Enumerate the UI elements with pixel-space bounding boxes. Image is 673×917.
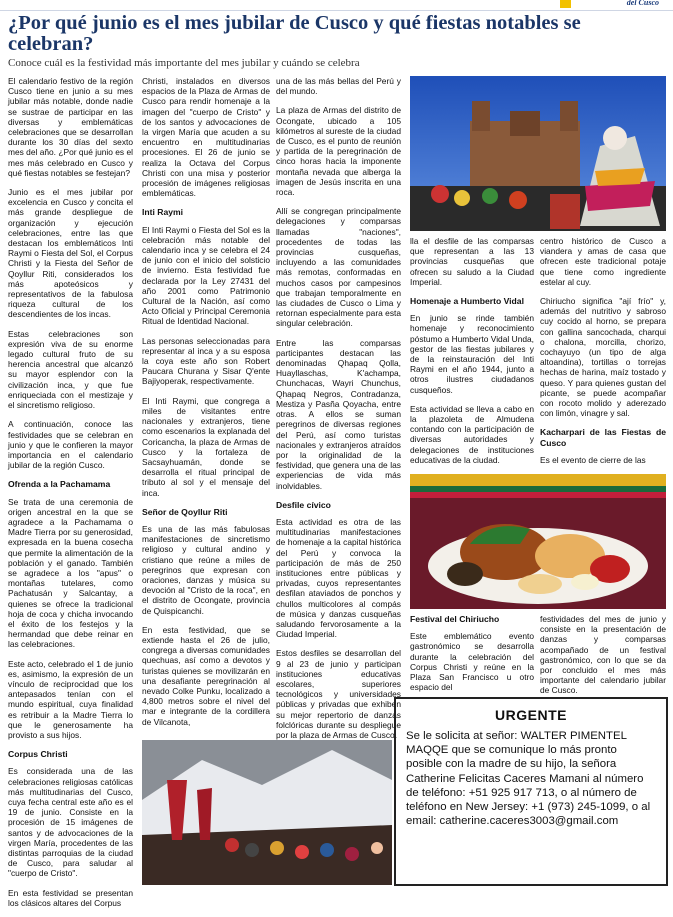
column-4-upper bbox=[410, 236, 534, 474]
column-1 bbox=[8, 76, 133, 917]
paragraph: lla el desfile de las comparsas que representan a las 13 provincias cusqueñas que ofrecen su saludo a la Ciudad Imperial. bbox=[410, 236, 534, 287]
paragraph: una de las más bellas del Perú y del mundo. bbox=[276, 76, 401, 97]
paragraph: El Inti Raymi o Fiesta del Sol es la celebración más notable del calendario inca y se celebra el 24 de junio con el inicio del solsticio de invierno. Esta festividad fue declarada por la Ley 27431 del año 2001 como Patrimonio Cultural de la Nación, así como Acto Oficial y Principal Ceremonia Ritual de Identidad Nacional. bbox=[142, 224, 270, 327]
article-title: ¿Por qué junio es el mes jubilar de Cusco y qué fiestas notables se celebran? bbox=[8, 12, 581, 55]
section-heading: Inti Raymi bbox=[142, 207, 184, 218]
paragraph: Christi, instalados en diversos espacios de la Plaza de Armas de Cusco para rendir homenaje a la imagen del "cuerpo de Cristo" y de los santos y advocaciones de la virgen María que acuden a su encuentro en multitudinarias procesiones. El 26 de junio se realiza la Octava del Corpus Christi con una misa y posterior procesión de imágenes religiosas emblemáticas. bbox=[142, 76, 270, 199]
column-4-lower bbox=[410, 614, 534, 701]
paragraph: Junio es el mes jubilar por excelencia en Cusco y concita el más grande despliegue de organización y ejecución celebraciones, entre las que destacan los emblemáticos Inti Raymi o Fiesta del Sol, el Corpus Christi y la Fiesta del Señor de Qoyllur Riti, considerados los más apoteósicos y representativos de la fabulosa riqueza cultural de los descendientes de los incas. bbox=[8, 187, 133, 320]
column-5-upper bbox=[540, 236, 666, 474]
column-2 bbox=[142, 76, 270, 736]
paragraph: En esta festividad se presentan los clásicos altares del Corpus bbox=[8, 887, 133, 908]
section-heading: Corpus Christi bbox=[8, 749, 68, 760]
paragraph: Es considerada una de las celebraciones religiosas católicas más multitudinarias del Cusco, cuya fecha central este año es el 19 de junio. Consiste en la procesión de 15 imágenes de santos y de advocaciones de la virgen María, procedentes de las distintas parroquias de la ciudad de Cusco, para saludar al "cuerpo de Cristo". bbox=[8, 766, 133, 879]
paragraph: Estos desfiles se desarrollan del 9 al 23 de junio y participan instituciones educativas escolares, superiores tecnológicos y universidades públicas y privadas que exhiben su mejor repertorio de danzas folclóricas durante su despliegue por la plaza de Armas de Cusco. bbox=[276, 648, 401, 740]
paragraph: En esta festividad, que se extiende hasta el 26 de julio, congrega a diversas comunidades quechuas, así como a devotos y turistas quienes se movilizarán en una desafiante peregrinación al nevado Colke Punku, localizado a 4,800 metros sobre el nivel del mar e integrante de la cordillera de Vilcanota, bbox=[142, 624, 270, 727]
paragraph: Entre las comparsas participantes destacan las denominadas Qhapaq Qolla, Huayllaschas, K'achampa, Chunchacas, Wayri Chunchus, Qhapaq Negros, Contradanza, Mestiza y Pasña Qoyacha, entre otras. A ellos se suman peregrinos de diversas regiones del Perú, así como turistas nacionales y extranjeros atraídos por la originalidad de la festividad, que genera una de las experiencias de vida más inolvidables. bbox=[276, 337, 401, 491]
paragraph: Estas celebraciones son expresión viva de su enorme legado cultural fruto de su herencia ancestral que alcanzó su mayor esplendor con la civilización inca, y que fue enriqueciada con el mestizaje y el sincretismo religioso. bbox=[8, 328, 133, 411]
qoyllur-riti-photo bbox=[142, 740, 392, 885]
section-heading: Desfile cívico bbox=[276, 499, 331, 510]
paragraph: Esta actividad se lleva a cabo en la plazoleta de Almudena contando con la participación de diversas autoridades y delegaciones de instituciones educativas de la ciudad. bbox=[410, 403, 534, 465]
urgent-notice-text: Se le solicita at señor: WALTER PIMENTEL MAQQE que se comunique lo más pronto posible con la madre de su hijo, la señora Catherine Felicitas Caceres Mamani al número de teléfono: +51 925 917 713, o al número de teléfono en New Jersey: +1 (973) 245-1099, o al email: catherine.caceres3003@gmail.com bbox=[406, 730, 651, 828]
inti-raymi-illustration bbox=[410, 76, 666, 231]
urgent-notice bbox=[394, 697, 668, 886]
paragraph: Es el evento de cierre de las bbox=[540, 454, 646, 465]
paragraph: Allí se congregan principalmente delegaciones y comparsas llamadas "naciones", procedentes de todas las provincias cusqueñas, incluyendo a las comunidades más remotas, conformadas en muchos casos por campesinos que trabajan temporalmente en las ciudades de Cusco o Lima y retornan especialmente para esta singular celebración. bbox=[276, 206, 401, 329]
article-subtitle: Conoce cuál es la festividad más importante del mes jubilar y cuándo se celebra bbox=[8, 57, 360, 69]
section-heading: Homenaje a Humberto Vidal bbox=[410, 296, 524, 307]
column-5-lower bbox=[540, 614, 666, 705]
chiriucho-photo bbox=[410, 474, 666, 609]
section-heading: Señor de Qoyllur Riti bbox=[142, 506, 228, 517]
paragraph: Las personas seleccionadas para representar al inca y a su esposa la coya este año son Robert Paucara Churana y Sisar Q'ente Bajiyoperak, respectivamente. bbox=[142, 335, 270, 387]
section-heading: Festival del Chiriucho bbox=[410, 614, 500, 624]
paragraph: Es una de las más fabulosas manifestaciones de sincretismo religioso y cultural andino y cristiano que reúne a miles de peregrinos que expresan con oraciones, danzas y música su devoción al "Cristo de la roca", en el distrito de Ocongate, provincia de Quispicanchi. bbox=[142, 523, 270, 616]
paragraph: Esta actividad es otra de las multitudinarias manifestaciones de homenaje a la capital histórica del Perú y convoca la participación de más de 250 instituciones entre públicas y privadas, cuyos representantes desfilan ataviados de ponchos y chullos multicolores al compás de música y danzas cusqueñas saludando fervorosamente a la Ciudad Imperial. bbox=[276, 516, 401, 640]
inti-raymi-photo bbox=[410, 76, 666, 231]
column-3 bbox=[276, 76, 401, 768]
paragraph: El Inti Raymi, que congrega a miles de visitantes entre nacionales y extranjeros, tiene como escenarios la explanada del Coricancha, la plaza de Armas de Cusco y la fortaleza de Sacsayhuamán, donde se desarrolla el ritual principal de tributo al sol y el mensaje del inca. bbox=[142, 395, 270, 498]
paragraph: Este emblemático evento gastronómico se desarrolla durante la celebración del Corpus Christi y reúne en la Plaza San Francisco u otro espacio del bbox=[410, 631, 534, 693]
paragraph: centro histórico de Cusco a viandera y amas de casa que ofrecen este tradicional potaje que tiene como ingrediente estelar al cuy. bbox=[540, 236, 666, 287]
paragraph: Se trata de una ceremonia de origen ancestral en la que se agradece a la Pachamama o Madre Tierra por su generosidad, expresada en la buena cosecha que permite la alimentación de la población y el ganado. También se agradece a los "apus" o montañas tutelares, como Pachatusán y Salcantay, a quienes se ofrece la tradicional hoja de coca y chicha invocando el éxito de los festejos y la hermandad que debe reinar en las celebraciones. bbox=[8, 496, 133, 650]
paragraph: A continuación, conoce las festividades que se celebran en junio y que le confieren la mayor importancia en el calendario jubilar de la región Cusco. bbox=[8, 419, 133, 471]
qoyllur-riti-illustration bbox=[142, 740, 392, 885]
section-heading: Kacharpari de las Fiestas de Cusco bbox=[540, 427, 666, 448]
paragraph: festividades del mes de junio y consiste en la presentación de danzas y comparsas acompañado de un festival gastronómico, con lo que se da por concluido el mes más importante del calendario jubilar de Cusco. bbox=[540, 614, 666, 696]
paragraph: Chiriucho significa "ají frío" y, además del nutritivo y sabroso cuy cocido al horno, se prepara con gallina sancochada, charqui o chalona, morcilla, chorizo, cochayuyo (un tipo de alga altoandina), tortillas o torrejas hechas de harina, maíz tostado y queso. Y para quienes gustan del picante, se puede acompañar con rocoto molido y aderezado con limón, vinagre y sal. bbox=[540, 296, 666, 419]
paragraph: En junio se rinde también homenaje y reconocimiento póstumo a Humberto Vidal Unda, gestor de las fiestas jubilares y de la reinstauración del Inti Raymi en el año 1944, junto a otros ilustres ciudadanos cusqueños. bbox=[410, 313, 534, 395]
urgent-notice-title: URGENTE bbox=[495, 707, 567, 723]
newspaper-logo bbox=[560, 0, 571, 8]
chiriucho-illustration bbox=[410, 474, 666, 609]
header-rule bbox=[0, 10, 673, 11]
section-heading: Ofrenda a la Pachamama bbox=[8, 479, 111, 490]
newspaper-brand: del Cusco bbox=[626, 0, 659, 7]
paragraph: Este acto, celebrado el 1 de junio es, asimismo, la expresión de un vínculo de reciprocidad que los antepasados tenían con el mundo espiritual, cuya finalidad es retribuir a la Madre Tierra lo que le generosamente ha provisto a sus hijos. bbox=[8, 658, 133, 740]
paragraph: El calendario festivo de la región Cusco tiene en junio a su mes jubilar más notable, donde nadie se sustrae de participar en las diversas y emblemáticas celebraciones que se desarrollan durante los 30 días del sexto mes del año. ¿Por qué junio es el mes más celebrado en Cusco y qué fiestas notables se festejan? bbox=[8, 76, 133, 178]
paragraph: La plaza de Armas del distrito de Ocongate, ubicado a 105 kilómetros al sureste de la ciudad de Cusco, es el punto de reunión y partida de la peregrinación de cinco horas hacia la imponente montaña nevada que alberga la imagen de Jesús inscrita en una roca. bbox=[276, 105, 401, 198]
